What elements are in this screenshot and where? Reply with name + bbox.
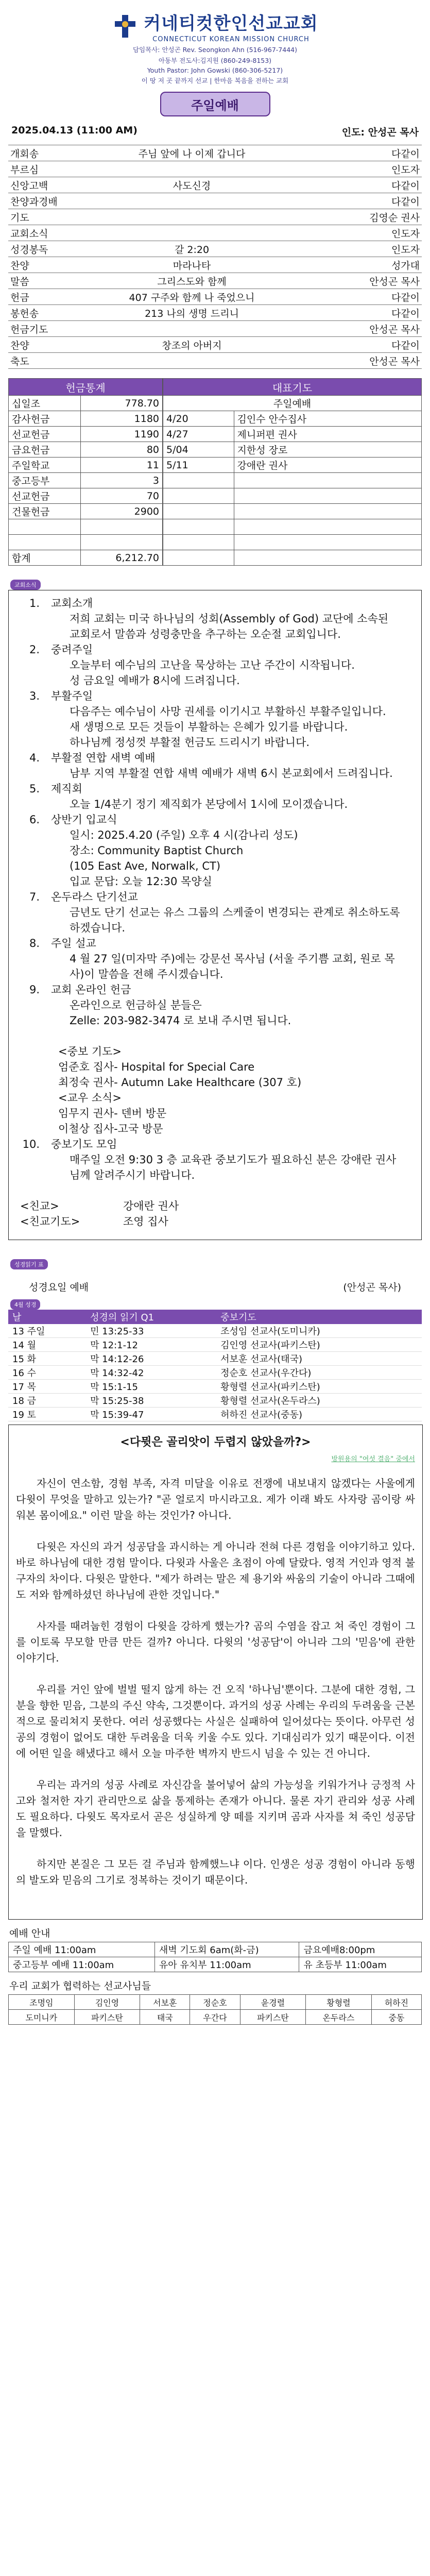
reading-table xyxy=(8,1310,422,1421)
news-body: 다음주는 예수님이 사망 권세를 이기시고 부활하신 부활주일입니다. xyxy=(70,705,386,718)
offering-amount xyxy=(81,519,163,535)
news-item xyxy=(9,982,421,997)
offering-row xyxy=(9,457,163,473)
prayer-empty-row xyxy=(163,504,422,519)
news-body: (105 East Ave, Norwalk, CT) xyxy=(70,860,221,872)
reading-leader: (안성곤 목사) xyxy=(343,1282,401,1293)
greeter-row xyxy=(9,1198,421,1214)
prayer-table xyxy=(163,378,422,566)
prayer-date: 5/11 xyxy=(163,457,234,473)
order-content xyxy=(79,353,304,369)
prayer-person: 김인수 안수집사 xyxy=(234,411,421,427)
news-item xyxy=(9,781,421,796)
prayer-empty-row xyxy=(163,488,422,504)
reading-row xyxy=(8,1394,422,1408)
order-row xyxy=(8,145,422,161)
reading-passage: 막 14:32-42 xyxy=(86,1366,216,1380)
empty-cell xyxy=(163,504,234,519)
youth-pastor-line: Youth Pastor: John Gowski (860-306-5217) xyxy=(147,66,283,74)
order-item: 찬양 xyxy=(8,337,79,353)
offering-amount: 1190 xyxy=(81,427,163,442)
order-content: 그리스도와 함께 xyxy=(79,273,304,289)
prayer-request-title: <중보 기도> xyxy=(58,1045,122,1058)
reading-row xyxy=(8,1408,422,1421)
offering-category: 십일조 xyxy=(9,396,81,411)
order-content xyxy=(79,209,304,225)
motto: 이 땅 저 곳 끝까지 선교 | 한마음 복음을 전하는 교회 xyxy=(141,77,289,84)
news-number: 7. xyxy=(29,891,40,903)
news-number: 1. xyxy=(29,597,40,609)
prayer-title: 대표기도 xyxy=(163,379,422,396)
news-body: 입교 문답: 오늘 12:30 목양실 xyxy=(70,875,212,888)
order-row xyxy=(8,257,422,273)
prayer-person: 지한성 장로 xyxy=(234,442,421,457)
prayer-request-line: 이철상 집사-고국 방문 xyxy=(58,1123,163,1135)
greeter-role: <친교> xyxy=(20,1200,59,1212)
order-content: 주님 앞에 나 이제 갑니다 xyxy=(79,145,304,161)
offering-amount: 3 xyxy=(81,473,163,488)
news-item xyxy=(9,750,421,766)
order-row xyxy=(8,289,422,305)
reading-day: 14 월 xyxy=(8,1338,86,1352)
order-leader: 다같이 xyxy=(304,145,422,161)
prayer-request-line: 엄준호 집사- Hospital for Special Care xyxy=(58,1061,255,1073)
reading-day: 16 수 xyxy=(8,1366,86,1380)
news-body: 금년도 단기 선교는 유스 그룹의 스케줄이 변경되는 관계로 취소하도록 하겠습니다. xyxy=(70,906,400,934)
order-leader: 인도자 xyxy=(304,161,422,177)
greeter-row xyxy=(9,1214,421,1229)
empty-cell xyxy=(163,519,234,535)
order-leader: 다같이 xyxy=(304,305,422,321)
offering-amount: 778.70 xyxy=(81,396,163,411)
reading-sub-label: 4월 성경 xyxy=(10,1299,40,1310)
reading-missionary: 황형렬 선교사(파키스탄) xyxy=(216,1380,422,1394)
reading-passage: 민 13:25-33 xyxy=(86,1324,216,1338)
reading-passage: 막 15:25-38 xyxy=(86,1394,216,1408)
reading-header xyxy=(8,1275,422,1299)
reading-header-cell: 중보기도 xyxy=(216,1310,422,1324)
offering-table xyxy=(8,378,163,566)
news-box xyxy=(8,590,422,1240)
reading-day: 13 주일 xyxy=(8,1324,86,1338)
order-leader: 김영순 권사 xyxy=(304,209,422,225)
offering-row xyxy=(9,535,163,550)
order-item: 축도 xyxy=(8,353,79,369)
offering-category: 금요헌금 xyxy=(9,442,81,457)
order-row xyxy=(8,321,422,337)
empty-cell xyxy=(234,535,421,550)
order-leader: 안성곤 목사 xyxy=(304,273,422,289)
reading-header-cell: 날 xyxy=(8,1310,86,1324)
news-body: 하나님께 정성껏 부활절 헌금도 드리시기 바랍니다. xyxy=(70,736,310,749)
prayer-request-line: 최정숙 권사- Autumn Lake Healthcare (307 호) xyxy=(58,1076,302,1089)
news-item xyxy=(9,596,421,611)
offering-amount xyxy=(81,535,163,550)
church-english-name: CONNECTICUT KOREAN MISSION CHURCH xyxy=(152,36,309,43)
news-body: 매주일 오전 9:30 3 층 교육관 중보기도가 필요하신 분은 강애란 권사님께 알려주시기 바랍니다. xyxy=(70,1154,397,1181)
news-title: 부활절 연합 새벽 예배 xyxy=(51,752,156,764)
offering-amount: 2900 xyxy=(81,504,163,519)
services-cell: 중고등부 예배 11:00am xyxy=(9,1957,155,1972)
cross-logo-icon xyxy=(112,13,139,40)
order-content: 창조의 아버지 xyxy=(79,337,304,353)
news-body: Zelle: 203-982-3474 로 보내 주시면 됩니다. xyxy=(70,1014,291,1027)
order-content: 갈 2:20 xyxy=(79,241,304,257)
order-item: 성경봉독 xyxy=(8,241,79,257)
news-title: 중보기도 모임 xyxy=(51,1138,117,1150)
services-cell: 주일 예배 11:00am xyxy=(9,1942,155,1957)
services-title: 예배 안내 xyxy=(9,1928,50,1939)
services-row xyxy=(9,1942,422,1957)
news-body: 새 생명으로 모든 것들이 부활하는 은혜가 있기를 바랍니다. xyxy=(70,721,348,733)
greeter-name: 강애란 권사 xyxy=(123,1200,179,1212)
order-leader: 다같이 xyxy=(304,193,422,209)
reading-row xyxy=(8,1338,422,1352)
news-body: 오늘부터 예수님의 고난을 묵상하는 고난 주간이 시작됩니다. xyxy=(70,659,355,671)
order-leader: 성가대 xyxy=(304,257,422,273)
news-title: 교회 온라인 헌금 xyxy=(51,984,131,996)
prayer-row xyxy=(163,411,422,427)
order-content xyxy=(79,193,304,209)
order-row xyxy=(8,193,422,209)
missionary-name: 김인영 xyxy=(74,1995,140,2010)
empty-cell xyxy=(234,550,421,566)
service-badge: 주일예배 xyxy=(160,92,270,116)
empty-cell xyxy=(234,473,421,488)
essay-paragraph: 하지만 본질은 그 모든 걸 주님과 함께했느냐 이다. 인생은 성공 경험이 아니라 동행의 발도와 믿음의 그기로 정복하는 것이기 때문이다. xyxy=(16,1858,415,1886)
order-item: 찬양 xyxy=(8,257,79,273)
services-cell: 금요예배8:00pm xyxy=(299,1942,422,1957)
offering-category xyxy=(9,535,81,550)
church-name: 커네티컷한인선교교회 xyxy=(144,13,318,34)
order-item: 부르심 xyxy=(8,161,79,177)
reading-passage: 막 15:39-47 xyxy=(86,1408,216,1421)
news-number: 6. xyxy=(29,814,40,826)
missionaries-title: 우리 교회가 협력하는 선교사님들 xyxy=(9,1980,151,1992)
offering-category: 감사헌금 xyxy=(9,411,81,427)
order-leader: 다같이 xyxy=(304,289,422,305)
essay-title: <다뮛은 골리앗이 두렵지 않았을까?> xyxy=(120,1436,311,1449)
missionary-name: 황형렬 xyxy=(306,1995,372,2010)
news-number: 2. xyxy=(29,643,40,656)
missionary-place: 파키스탄 xyxy=(74,2010,140,2025)
prayer-date: 4/27 xyxy=(163,427,234,442)
offering-category: 합계 xyxy=(9,550,81,566)
news-body: 장소: Community Baptist Church xyxy=(70,844,244,857)
reading-day: 19 토 xyxy=(8,1408,86,1421)
service-date: 2025.04.13 (11:00 AM) xyxy=(11,125,137,136)
offering-row xyxy=(9,488,163,504)
reading-missionary: 허하진 선교사(중동) xyxy=(216,1408,422,1421)
youth-line: 아동부 전도사:김지원 (860-249-8153) xyxy=(158,57,272,64)
offering-category: 선교헌금 xyxy=(9,488,81,504)
reading-row xyxy=(8,1366,422,1380)
order-row xyxy=(8,177,422,193)
greeter-name: 조영 집사 xyxy=(123,1215,168,1228)
empty-cell xyxy=(163,473,234,488)
empty-cell xyxy=(234,519,421,535)
offering-title: 헌금통계 xyxy=(9,379,163,396)
offering-row xyxy=(9,550,163,566)
news-title: 온두라스 단기선교 xyxy=(51,891,138,903)
order-item: 봉헌송 xyxy=(8,305,79,321)
services-cell: 유 초등부 11:00am xyxy=(299,1957,422,1972)
reading-missionary: 황형렬 선교사(온두라스) xyxy=(216,1394,422,1408)
offering-row xyxy=(9,504,163,519)
order-row xyxy=(8,209,422,225)
missionary-place: 온두라스 xyxy=(306,2010,372,2025)
reading-missionary: 조성임 선교사(도미니카) xyxy=(216,1324,422,1338)
news-item xyxy=(9,688,421,704)
prayer-empty-row xyxy=(163,473,422,488)
pastor-line: 담임목사: 안성곤 Rev. Seongkon Ahn (516-967-7444) xyxy=(132,46,297,54)
news-label: 교회소식 xyxy=(10,580,41,590)
order-leader: 인도자 xyxy=(304,241,422,257)
prayer-person: 강애란 권사 xyxy=(234,457,421,473)
prayer-empty-row xyxy=(163,519,422,535)
missionary-place: 우간다 xyxy=(190,2010,240,2025)
prayer-empty-row xyxy=(163,535,422,550)
prayer-subtitle-row xyxy=(163,396,422,411)
news-title: 제직회 xyxy=(51,783,82,795)
prayer-person: 제니퍼편 권사 xyxy=(234,427,421,442)
church-logo xyxy=(112,9,318,43)
order-row xyxy=(8,337,422,353)
news-body: 오늘 1/4분기 정기 제직회가 본당에서 1시에 모이겠습니다. xyxy=(70,798,348,810)
essay-paragraph: 사자를 때려눕힌 경험이 다윗을 강하게 했는가? 곰의 수염을 잡고 쳐 죽인 경험이 그를 이토록 무모할 만큼 만든 걸까? 아니다. 다윗의 '성공담'이 아니라 그의 '믿음'에 관한 이야기다. xyxy=(16,1620,415,1664)
news-title: 중려주일 xyxy=(51,643,93,656)
news-item xyxy=(9,1137,421,1152)
reading-passage: 막 15:1-15 xyxy=(86,1380,216,1394)
order-content: 마라나타 xyxy=(79,257,304,273)
prayer-row xyxy=(163,442,422,457)
empty-cell xyxy=(234,504,421,519)
reading-passage: 막 12:1-12 xyxy=(86,1338,216,1352)
missionary-place: 태국 xyxy=(140,2010,190,2025)
reading-section xyxy=(8,1275,422,1421)
reading-day: 17 목 xyxy=(8,1380,86,1394)
essay-paragraph: 우리는 과거의 성공 사례로 자신감을 불어넣어 삶의 가능성을 키워가거나 긍정적 사고와 철저한 자기 관리만으로 삶을 통제하는 존재가 아니다. 물론 자기 관리와 성공 사례도 필요하다. 다윗도 목자로서 곧은 성실하게 양 떼를 지키며 곰과 사자를 쳐 죽인 성공담을 말했다. xyxy=(16,1778,415,1839)
order-content xyxy=(79,161,304,177)
order-leader: 다같이 xyxy=(304,337,422,353)
missionary-name: 정순호 xyxy=(190,1995,240,2010)
order-leader: 다같이 xyxy=(304,177,422,193)
prayer-request-line: 임무지 권사- 덴버 방문 xyxy=(58,1107,167,1120)
offering-category: 건물헌금 xyxy=(9,504,81,519)
dateline xyxy=(0,125,430,139)
order-item: 헌금 xyxy=(8,289,79,305)
offering-category: 선교헌금 xyxy=(9,427,81,442)
offering-amount: 6,212.70 xyxy=(81,550,163,566)
news-body: 온라인으로 헌금하실 분들은 xyxy=(70,999,202,1011)
essay-box xyxy=(8,1425,423,1920)
news-body: 성 금요일 예배가 8시에 드려집니다. xyxy=(70,674,240,687)
essay-paragraph: 우리를 거인 앞에 벌벌 떨지 않게 하는 건 오직 '하나님'뿐이다. 그분에 대한 경험, 그분을 향한 믿음, 그분의 주신 약속, 그것뿐이다. 과거의 성공 사례는 우리의 두려움을 근본적으로 물리쳐지 못한다. 여러 성공했다는 사실은 실패하여 일어섰다는 뜻이다. 아무런 성공의 경험이 없어도 대한 두려움을 더욱 키울 수도 있다. 기대심리가 있기 때문이다. 이전에 어떤 일을 해냈다고 해서 오늘 마주한 벽까지 반드시 넘을 수 있는 건 아니다. xyxy=(16,1683,415,1759)
essay-paragraph: 자신이 연소함, 경험 부족, 자격 미달을 이유로 전쟁에 내보내지 않겠다는 사울에게 다윗이 무엇을 말하고 있는가? "곧 얼로지 마시라고요. 제가 이래 봐도 사자랑 곰이랑 싸워본 몸이에요." 이런 말을 하는 것인가? 아니다. xyxy=(16,1477,415,1521)
offering-category: 주일학교 xyxy=(9,457,81,473)
reading-missionary: 김인영 선교사(파키스탄) xyxy=(216,1338,422,1352)
services-table xyxy=(8,1942,422,1972)
news-title: 부활주일 xyxy=(51,690,93,702)
header xyxy=(0,0,430,87)
news-body: 일시: 2025.4.20 (주일) 오후 4 시(감나리 성도) xyxy=(70,829,298,841)
order-item: 교회소식 xyxy=(8,225,79,241)
news-number: 3. xyxy=(29,690,40,702)
reading-row xyxy=(8,1324,422,1338)
missionary-name: 서보훈 xyxy=(140,1995,190,2010)
news-number: 5. xyxy=(29,783,40,795)
reading-missionary: 서보훈 선교사(태국) xyxy=(216,1352,422,1366)
offering-amount: 1180 xyxy=(81,411,163,427)
offering-row xyxy=(9,519,163,535)
prayer-empty-row xyxy=(163,550,422,566)
reading-missionary: 정순호 선교사(우간다) xyxy=(216,1366,422,1380)
reading-day: 15 화 xyxy=(8,1352,86,1366)
news-body: 저희 교회는 미국 하나님의 성회(Assembly of God) 교단에 소속된 교회로서 말씀과 성령충만을 추구하는 오순절 교회입니다. xyxy=(70,613,389,640)
offering-category xyxy=(9,519,81,535)
missionary-place: 파키스탄 xyxy=(240,2010,306,2025)
greeter-role: <친교기도> xyxy=(20,1215,80,1228)
order-leader: 안성곤 목사 xyxy=(304,353,422,369)
order-row xyxy=(8,161,422,177)
prayer-request-line: <교우 소식> xyxy=(58,1092,122,1104)
order-row xyxy=(8,241,422,257)
services-row xyxy=(9,1957,422,1972)
order-item: 신앙고백 xyxy=(8,177,79,193)
reading-row xyxy=(8,1352,422,1366)
news-item xyxy=(9,889,421,905)
reading-day: 18 금 xyxy=(8,1394,86,1408)
essay-paragraph: 다윗은 자신의 과거 성공담을 과시하는 게 아니라 전혀 다른 경험을 이야기하고 있다. 바로 하나님에 대한 경험 말이다. 다윗과 사울은 초점이 아예 달랐다. 영적 거인과 영적 불구자의 차이다. 다윗은 말한다. "제가 하려는 말은 제 용기와 싸움의 기술이 아니라 그때에도 저와 함께하셨던 하나님에 관한 것입니다." xyxy=(16,1540,415,1601)
order-item: 헌금기도 xyxy=(8,321,79,337)
offering-row xyxy=(9,396,163,411)
news-item xyxy=(9,936,421,951)
prayer-date: 4/20 xyxy=(163,411,234,427)
news-title: 교회소개 xyxy=(51,597,93,609)
news-body: 남부 지역 부활절 연합 새벽 예배가 새벽 6시 본교회에서 드려집니다. xyxy=(70,767,393,779)
prayer-date: 5/04 xyxy=(163,442,234,457)
stats-section xyxy=(8,378,422,566)
news-number: 9. xyxy=(29,984,40,996)
reading-passage: 막 14:12-26 xyxy=(86,1352,216,1366)
order-of-worship xyxy=(8,145,422,369)
empty-cell xyxy=(163,488,234,504)
reading-header-cell: 성경의 읽기 Q1 xyxy=(86,1310,216,1324)
offering-row xyxy=(9,411,163,427)
missionary-place: 도미니카 xyxy=(9,2010,75,2025)
services-cell: 새벽 기도회 6am(화-금) xyxy=(154,1942,299,1957)
order-row xyxy=(8,273,422,289)
news-item xyxy=(9,812,421,827)
offering-amount: 70 xyxy=(81,488,163,504)
missionaries-table xyxy=(8,1994,422,2025)
news-title: 상반기 입교식 xyxy=(51,814,117,826)
offering-row xyxy=(9,473,163,488)
prayer-subtitle: 주일예배 xyxy=(163,396,422,411)
reading-title: 성경요일 예배 xyxy=(29,1282,89,1293)
news-number: 8. xyxy=(29,937,40,950)
order-item: 개회송 xyxy=(8,145,79,161)
order-item: 말씀 xyxy=(8,273,79,289)
empty-cell xyxy=(163,535,234,550)
missionary-name: 조명임 xyxy=(9,1995,75,2010)
order-content xyxy=(79,321,304,337)
offering-amount: 80 xyxy=(81,442,163,457)
order-leader: 안성곤 목사 xyxy=(304,321,422,337)
order-item: 찬양과경배 xyxy=(8,193,79,209)
offering-row xyxy=(9,442,163,457)
news-item xyxy=(9,642,421,657)
missionary-place: 중동 xyxy=(371,2010,421,2025)
reading-label: 성경읽기 표 xyxy=(10,1259,48,1269)
offering-amount: 11 xyxy=(81,457,163,473)
order-leader: 인도자 xyxy=(304,225,422,241)
essay-byline: 방원용의 "여섯 결음" 중에서 xyxy=(331,1455,415,1463)
order-row xyxy=(8,225,422,241)
order-row xyxy=(8,305,422,321)
news-number: 4. xyxy=(29,752,40,764)
missionary-name: 윤경렬 xyxy=(240,1995,306,2010)
news-body: 4 월 27 일(미자막 주)에는 강문선 목사님 (서울 주기쁨 교회, 원로 목사)이 말씀을 전해 주시겠습니다. xyxy=(70,953,395,980)
missionary-name: 허하진 xyxy=(371,1995,421,2010)
reading-row xyxy=(8,1380,422,1394)
empty-cell xyxy=(163,550,234,566)
news-title: 주일 설교 xyxy=(51,937,96,950)
order-row xyxy=(8,353,422,369)
empty-cell xyxy=(234,488,421,504)
prayer-row xyxy=(163,427,422,442)
order-content: 사도신경 xyxy=(79,177,304,193)
news-number: 10. xyxy=(22,1138,40,1150)
order-content: 407 구주와 함께 나 죽었으니 xyxy=(79,289,304,305)
offering-row xyxy=(9,427,163,442)
prayer-row xyxy=(163,457,422,473)
order-item: 기도 xyxy=(8,209,79,225)
offering-category: 중고등부 xyxy=(9,473,81,488)
order-content xyxy=(79,225,304,241)
services-cell: 유아 유치부 11:00am xyxy=(154,1957,299,1972)
order-content: 213 나의 생명 드리니 xyxy=(79,305,304,321)
service-leader: 인도: 안성곤 목사 xyxy=(341,127,419,138)
